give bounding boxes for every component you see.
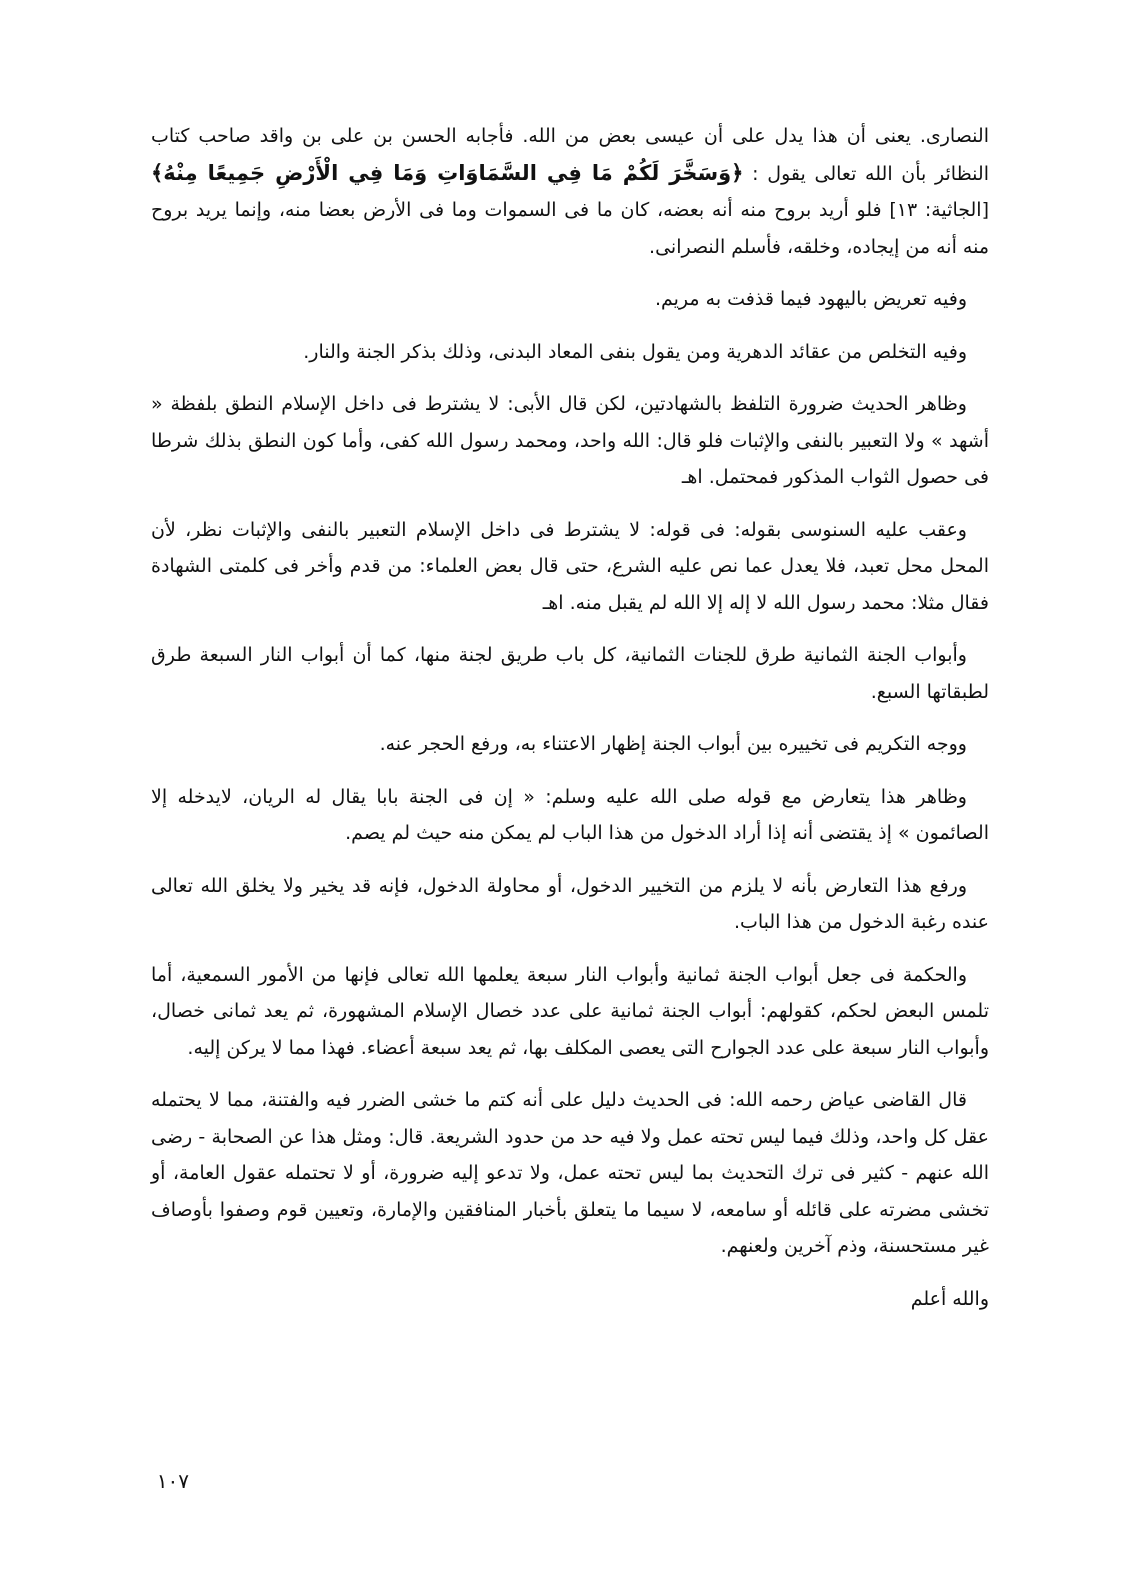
paragraph-1 [151, 118, 989, 265]
paragraph-6-text: وأبواب الجنة الثمانية طرق للجنات الثمانية، كل باب طريق لجنة منها، كما أن أبواب النار السبعة طرق لطبقاتها السبع. [151, 644, 989, 703]
paragraph-9 [151, 868, 989, 941]
paragraph-2 [151, 281, 989, 318]
paragraph-1-text-before: النصارى. يعنى أن هذا يدل على أن عيسى بعض من الله. فأجابه الحسن بن على بن واقد صاحب كتاب النظائر بأن الله تعالى يقول : [151, 125, 989, 185]
paragraph-3-text: وفيه التخلص من عقائد الدهرية ومن يقول بنفى المعاد البدنى، وذلك بذكر الجنة والنار. [303, 340, 967, 363]
paragraph-1-text-after: [الجاثية: ١٣] فلو أريد بروح منه أنه بعضه، كان ما فى السموات وما فى الأرض بعضا منه، وإنما يريد بروح منه أنه من إيجاده، وخلقه، فأسلم النصرانى. [151, 199, 989, 258]
paragraph-8 [151, 779, 989, 852]
paragraph-7-text: ووجه التكريم فى تخييره بين أبواب الجنة إظهار الاعتناء به، ورفع الحجر عنه. [379, 733, 967, 755]
paragraph-4-text: وظاهر الحديث ضرورة التلفظ بالشهادتين، لكن قال الأبى: لا يشترط فى داخل الإسلام النطق بلفظة « أشهد » ولا التعبير بالنفى والإثبات فلو قال: الله واحد، ومحمد رسول الله كفى، وأما كون النطق بذلك شرطا فى حصول الثواب المذكور فمحتمل. اهـ [151, 393, 989, 488]
paragraph-11-text: قال القاضى عياض رحمه الله: فى الحديث دليل على أنه كتم ما خشى الضرر فيه والفتنة، مما لا يحتمله عقل كل واحد، وذلك فيما ليس تحته عمل ولا فيه حد من حدود الشريعة. قال: ومثل هذا عن الصحابة - رضى الله عنهم - كثير فى ترك التحديث بما ليس تحته عمل، ولا تدعو إليه ضرورة، أو لا تحتمله عقول العامة، أو تخشى مضرته على قائله أو سامعه، لا سيما ما يتعلق بأخبار المنافقين والإمارة، وتعيين قوم وصفوا بأوصاف غير مستحسنة، وذم آخرين ولعنهم. [151, 1089, 989, 1257]
quran-verse: ﴿وَسَخَّرَ لَكُمْ مَا فِي السَّمَاوَاتِ وَمَا فِي الْأَرْضِ جَمِيعًا مِنْهُ﴾ [151, 160, 744, 185]
paragraph-6 [151, 637, 989, 710]
paragraph-5-text: وعقب عليه السنوسى بقوله: فى قوله: لا يشترط فى داخل الإسلام التعبير بالنفى والإثبات نظر، لأن المحل محل تعبد، فلا يعدل عما نص عليه الشرع، حتى قال بعض العلماء: من قدم وأخر فى كلمتى الشهادة فقال مثلا: محمد رسول الله لا إله إلا الله لم يقبل منه. اهـ [151, 518, 989, 614]
paragraph-9-text: ورفع هذا التعارض بأنه لا يلزم من التخيير الدخول، أو محاولة الدخول، فإنه قد يخير ولا يخلق الله تعالى عنده رغبة الدخول من هذا الباب. [151, 874, 989, 933]
page-number: ١٠٧ [156, 1469, 189, 1493]
paragraph-4 [151, 386, 989, 496]
paragraph-10-text: والحكمة فى جعل أبواب الجنة ثمانية وأبواب النار سبعة يعلمها الله تعالى فإنها من الأمور السمعية، أما تلمس البعض لحكم، كقولهم: أبواب الجنة ثمانية على عدد خصال الإسلام المشهورة، ثم يعد ثمانى خصال، وأبواب النار سبعة على عدد الجوارح التى يعصى المكلف بها، ثم يعد سبعة أعضاء. فهذا مما لا يركن إليه. [151, 963, 989, 1059]
paragraph-3 [151, 334, 989, 371]
paragraph-10 [151, 957, 989, 1067]
paragraph-8-text: وظاهر هذا يتعارض مع قوله صلى الله عليه وسلم: « إن فى الجنة بابا يقال له الريان، لايدخله إلا الصائمون » إذ يقتضى أنه إذا أراد الدخول من هذا الباب لم يمكن منه حيث لم يصم. [151, 785, 989, 844]
body-text [151, 118, 989, 1317]
closing-line: والله أعلم [910, 1287, 989, 1310]
paragraph-7 [151, 726, 989, 763]
paragraph-5 [151, 512, 989, 622]
paragraph-2-text: وفيه تعريض باليهود فيما قذفت به مريم. [654, 288, 967, 310]
paragraph-11 [151, 1082, 989, 1265]
